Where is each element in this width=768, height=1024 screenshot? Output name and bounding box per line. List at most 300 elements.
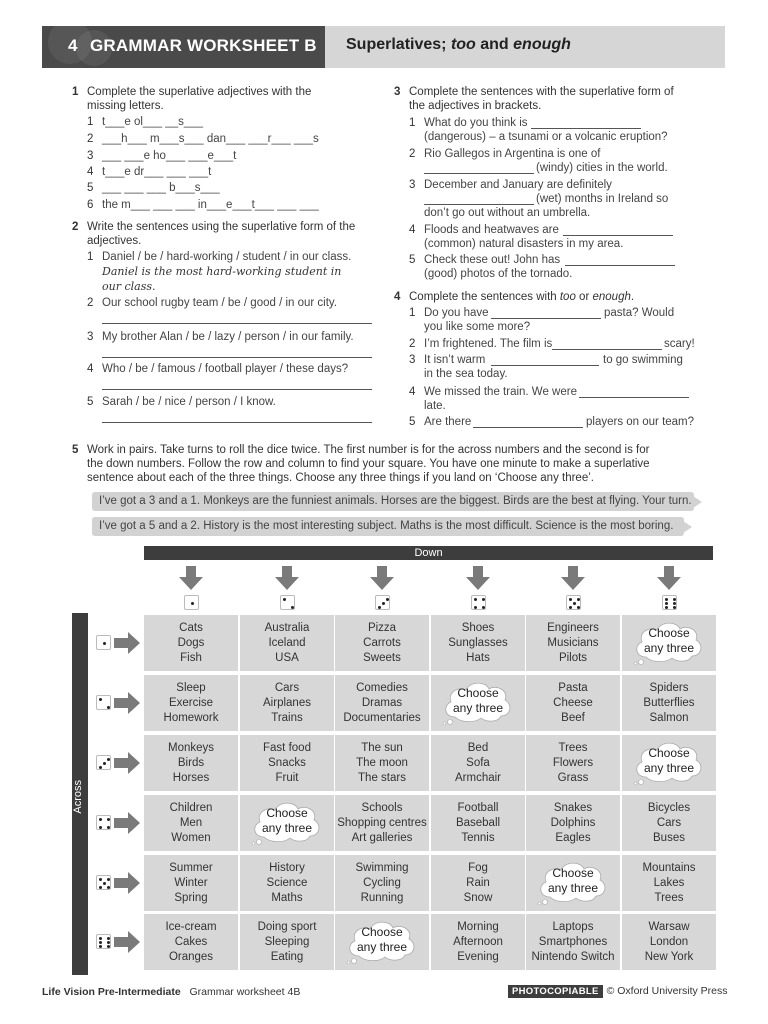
down-arrow-icon bbox=[657, 566, 681, 590]
instruction-line: missing letters. bbox=[87, 100, 164, 112]
dice-pip bbox=[283, 598, 286, 601]
item-number: 5 bbox=[87, 396, 94, 408]
grid-cell bbox=[144, 795, 238, 851]
cell-word: Summer bbox=[169, 862, 213, 874]
list-item bbox=[87, 132, 367, 147]
choose-word: any three bbox=[643, 761, 695, 775]
cell-word: Exercise bbox=[168, 697, 214, 709]
dice-pip bbox=[291, 606, 294, 609]
answer-line bbox=[473, 427, 583, 428]
grid-cell bbox=[622, 675, 716, 731]
cell-word: Grass bbox=[557, 772, 589, 784]
cell-word: Science bbox=[266, 877, 308, 889]
grid-cell bbox=[431, 914, 525, 970]
item-number: 6 bbox=[87, 199, 94, 211]
choose-label bbox=[246, 806, 328, 836]
dice-pip bbox=[99, 698, 102, 701]
choose-word: Choose bbox=[648, 746, 690, 760]
cell-word: Men bbox=[179, 817, 203, 829]
answer-line bbox=[102, 422, 372, 423]
dice-pip bbox=[107, 945, 110, 948]
footer-book-info: Life Vision Pre-Intermediate Grammar worksheet 4B bbox=[42, 986, 301, 998]
instruction-line: Complete the superlative adjectives with the bbox=[87, 86, 312, 98]
dice-pip bbox=[103, 882, 106, 885]
answer-line bbox=[102, 357, 372, 358]
answer-line bbox=[424, 204, 534, 205]
sentence-text: What do you think is bbox=[424, 117, 528, 129]
cell-word: Maths bbox=[271, 892, 303, 904]
down-arrow-icon bbox=[275, 566, 299, 590]
grid-cell bbox=[622, 855, 716, 911]
cell-word: Flowers bbox=[552, 757, 594, 769]
dice-pip bbox=[386, 598, 389, 601]
cell-word: Snakes bbox=[553, 802, 593, 814]
dice-pip bbox=[673, 602, 676, 605]
cell-word: Mountains bbox=[642, 862, 696, 874]
worksheet-title: GRAMMAR WORKSHEET B bbox=[90, 36, 317, 55]
cell-word: Morning bbox=[457, 921, 499, 933]
prompt-text: Daniel / be / hard-working / student / in our class. bbox=[102, 251, 352, 263]
item-number: 4 bbox=[409, 386, 416, 398]
cell-word: Fog bbox=[468, 862, 488, 874]
dice-pip bbox=[107, 878, 110, 881]
cell-word: Evening bbox=[457, 951, 499, 963]
choose-word: Choose bbox=[361, 925, 403, 939]
grid-cell-choose-any-three bbox=[622, 615, 716, 671]
grid-cell bbox=[431, 855, 525, 911]
exercise-number: 5 bbox=[72, 444, 79, 456]
prompt-text: Our school rugby team / be / good / in our city. bbox=[102, 297, 338, 309]
cell-word: Baseball bbox=[455, 817, 501, 829]
dice-pip bbox=[673, 598, 676, 601]
sentence-text: (good) photos of the tornado. bbox=[424, 268, 573, 280]
cell-word: Trees bbox=[654, 892, 684, 904]
cell-word: Sweets bbox=[363, 652, 401, 664]
choose-word: any three bbox=[261, 821, 313, 835]
sentence-text: scary! bbox=[664, 338, 695, 350]
cell-word: Football bbox=[457, 802, 499, 814]
grid-cell bbox=[622, 795, 716, 851]
cell-word: Fish bbox=[180, 652, 202, 664]
sentence-text: pasta? Would bbox=[604, 307, 675, 319]
grid-cell bbox=[144, 914, 238, 970]
choose-word: any three bbox=[452, 701, 504, 715]
dice-pip bbox=[482, 606, 485, 609]
choose-word: Choose bbox=[648, 626, 690, 640]
cell-word: Women bbox=[171, 832, 211, 844]
list-item bbox=[87, 165, 367, 180]
item-number: 5 bbox=[409, 254, 416, 266]
cell-word: Pilots bbox=[558, 652, 588, 664]
exercise-4-instruction bbox=[394, 290, 714, 306]
item-number: 3 bbox=[409, 179, 416, 191]
instruction-line: Complete the sentences with the superlative form of bbox=[409, 86, 674, 98]
grid-cell bbox=[526, 735, 620, 791]
cell-word: Cats bbox=[179, 622, 203, 634]
dice-pip bbox=[474, 598, 477, 601]
dice-pip bbox=[577, 598, 580, 601]
grid-cell bbox=[526, 914, 620, 970]
grid-cell bbox=[335, 675, 429, 731]
across-dice-icon bbox=[96, 755, 111, 770]
gap-fill-text: ___ ___e ho___ ___e___t bbox=[102, 150, 237, 162]
cell-word: Lakes bbox=[653, 877, 685, 889]
list-item: 1 Daniel / be / hard-working / student / in our class. bbox=[87, 251, 352, 263]
dice-pip bbox=[673, 606, 676, 609]
grid-cell bbox=[144, 615, 238, 671]
item-number: 4 bbox=[409, 224, 416, 236]
sentence-text: you like some more? bbox=[424, 321, 531, 333]
exercise-5-instruction bbox=[72, 443, 722, 487]
right-arrow-icon bbox=[114, 931, 140, 953]
grid-cell bbox=[240, 914, 334, 970]
grid-cell bbox=[431, 795, 525, 851]
dice-pip bbox=[107, 941, 110, 944]
list-item bbox=[87, 198, 367, 213]
footer-copyright: PHOTOCOPIABLE © Oxford University Press bbox=[508, 985, 728, 998]
cell-word: Sunglasses bbox=[448, 637, 508, 649]
down-arrow-icon bbox=[370, 566, 394, 590]
unit-number: 4 bbox=[68, 36, 78, 55]
cell-word: New York bbox=[644, 951, 694, 963]
grid-cell bbox=[431, 735, 525, 791]
grid-cell bbox=[335, 615, 429, 671]
dice-pip bbox=[573, 602, 576, 605]
sentence-text: December and January are definitely bbox=[424, 179, 612, 191]
cell-word: Bicycles bbox=[647, 802, 691, 814]
choose-word: Choose bbox=[552, 866, 594, 880]
cell-word: Schools bbox=[361, 802, 403, 814]
dice-pip bbox=[99, 945, 102, 948]
grid-cell bbox=[144, 675, 238, 731]
item-number: 4 bbox=[87, 363, 94, 375]
cell-word: Fruit bbox=[275, 772, 299, 784]
cell-word: Dogs bbox=[177, 637, 205, 649]
down-bar: Down bbox=[144, 546, 713, 560]
item-number: 5 bbox=[87, 182, 94, 194]
answer-line bbox=[102, 323, 372, 324]
cell-word: Pasta bbox=[558, 682, 588, 694]
sentence-text: Floods and heatwaves are bbox=[424, 224, 559, 236]
item-number: 5 bbox=[409, 416, 416, 428]
cell-word: Trains bbox=[271, 712, 303, 724]
cell-word: Cheese bbox=[553, 697, 593, 709]
answer-line bbox=[424, 173, 534, 174]
dice-pip bbox=[665, 598, 668, 601]
cell-word: Airplanes bbox=[263, 697, 311, 709]
dice-pip bbox=[482, 598, 485, 601]
grid-cell-choose-any-three bbox=[526, 855, 620, 911]
across-dice-icon bbox=[96, 815, 111, 830]
cell-word: Laptops bbox=[552, 921, 594, 933]
grid-cell bbox=[526, 675, 620, 731]
cell-word: Comedies bbox=[356, 682, 408, 694]
cell-word: Snow bbox=[463, 892, 493, 904]
instruction-line: adjectives. bbox=[87, 235, 142, 247]
exercise-number: 4 bbox=[394, 291, 401, 303]
choose-word: Choose bbox=[457, 686, 499, 700]
cell-word: Shopping centres bbox=[337, 817, 427, 829]
gap-fill-text: ___h___ m___s___ dan___ ___r___ ___s bbox=[102, 133, 319, 145]
grid-cell bbox=[144, 735, 238, 791]
cell-word: Monkeys bbox=[167, 742, 215, 754]
grid-cell-choose-any-three bbox=[622, 735, 716, 791]
right-arrow-icon bbox=[114, 632, 140, 654]
cell-word: Dramas bbox=[361, 697, 403, 709]
grid-cell-choose-any-three bbox=[431, 675, 525, 731]
dice-pip bbox=[474, 606, 477, 609]
cell-word: Nintendo Switch bbox=[531, 951, 615, 963]
dice-pip bbox=[99, 941, 102, 944]
grid-cell bbox=[526, 615, 620, 671]
cell-word: Sleep bbox=[176, 682, 206, 694]
gap-fill-text: t___e dr___ ___ ___t bbox=[102, 166, 212, 178]
down-dice-icon bbox=[375, 595, 390, 610]
cell-word: Rain bbox=[466, 877, 490, 889]
cell-word: Beef bbox=[561, 712, 585, 724]
grid-cell-choose-any-three bbox=[335, 914, 429, 970]
prompt-text: Sarah / be / nice / person / I know. bbox=[102, 396, 276, 408]
item-number: 2 bbox=[409, 148, 416, 160]
cell-word: Musicians bbox=[547, 637, 599, 649]
across-label: Across bbox=[72, 780, 84, 814]
sentence-text: It isn’t warm bbox=[424, 354, 486, 366]
cell-word: The moon bbox=[356, 757, 408, 769]
down-dice-icon bbox=[184, 595, 199, 610]
cell-word: Fast food bbox=[263, 742, 311, 754]
instruction-line: the down numbers. Follow the row and column to find your square. You have one minute to make a superlative bbox=[87, 458, 650, 470]
instruction-line: sentence about each of the three things. Choose any three things if you land on ‘Choose any three’. bbox=[87, 472, 594, 484]
across-dice-icon bbox=[96, 875, 111, 890]
dice-pip bbox=[107, 758, 110, 761]
down-arrow-icon bbox=[466, 566, 490, 590]
dice-pip bbox=[107, 818, 110, 821]
prompt-text: Who / be / famous / football player / these days? bbox=[102, 363, 349, 375]
sentence-text: Are there bbox=[424, 416, 472, 428]
down-dice-icon bbox=[280, 595, 295, 610]
choose-label bbox=[437, 686, 519, 716]
cell-word: Hats bbox=[466, 652, 490, 664]
cell-word: Winter bbox=[174, 877, 208, 889]
cell-word: History bbox=[269, 862, 305, 874]
sentence-text: Do you have bbox=[424, 307, 489, 319]
grid-cell bbox=[144, 855, 238, 911]
choose-label bbox=[341, 925, 423, 955]
item-number: 3 bbox=[87, 331, 94, 343]
sentence-text: We missed the train. We were bbox=[424, 386, 577, 398]
cell-word: Salmon bbox=[649, 712, 689, 724]
cell-word: Sofa bbox=[466, 757, 490, 769]
cell-word: Pizza bbox=[367, 622, 397, 634]
example-speech-bubble: I’ve got a 5 and a 2. History is the most interesting subject. Maths is the most difficult. Science is the most boring. bbox=[92, 517, 684, 536]
instruction-line: Work in pairs. Take turns to roll the dice twice. The first number is for the across numbers and the second is for bbox=[87, 444, 650, 456]
cell-word: Trees bbox=[558, 742, 588, 754]
cell-word: Bed bbox=[467, 742, 489, 754]
sentence-text: (common) natural disasters in my area. bbox=[424, 238, 624, 250]
cell-word: Children bbox=[169, 802, 213, 814]
dice-pip bbox=[103, 762, 106, 765]
answer-line bbox=[565, 265, 675, 266]
cell-word: Homework bbox=[163, 712, 219, 724]
dice-pip bbox=[569, 606, 572, 609]
cell-word: Cakes bbox=[174, 936, 208, 948]
cell-word: Dolphins bbox=[550, 817, 596, 829]
item-number: 1 bbox=[87, 116, 94, 128]
grid-cell bbox=[240, 675, 334, 731]
list-item bbox=[87, 149, 367, 164]
cell-word: Oranges bbox=[168, 951, 214, 963]
sentence-text: players on our team? bbox=[586, 416, 695, 428]
choose-label bbox=[628, 626, 710, 656]
answer-line bbox=[491, 365, 599, 366]
cell-word: Shoes bbox=[461, 622, 495, 634]
grid-cell bbox=[240, 855, 334, 911]
gap-fill-text: the m___ ___ ___ in___e___t___ ___ ___ bbox=[102, 199, 319, 211]
sentence-text: in the sea today. bbox=[424, 368, 508, 380]
cell-word: Running bbox=[360, 892, 404, 904]
list-item bbox=[87, 330, 377, 345]
gap-fill-text: ___ ___ ___ b___s___ bbox=[102, 182, 220, 194]
dice-pip bbox=[382, 602, 385, 605]
right-arrow-icon bbox=[114, 752, 140, 774]
exercise-1-instruction bbox=[72, 85, 372, 115]
exercise-number: 3 bbox=[394, 86, 401, 98]
right-arrow-icon bbox=[114, 872, 140, 894]
choose-label bbox=[532, 866, 614, 896]
cell-word: Snacks bbox=[268, 757, 306, 769]
cell-word: The sun bbox=[361, 742, 403, 754]
dice-pip bbox=[577, 606, 580, 609]
cell-word: Documentaries bbox=[343, 712, 421, 724]
cell-word: Australia bbox=[264, 622, 310, 634]
sentence-text: to go swimming bbox=[603, 354, 683, 366]
cell-word: Sleeping bbox=[264, 936, 310, 948]
cell-word: Ice-cream bbox=[165, 921, 217, 933]
cell-word: Spiders bbox=[649, 682, 689, 694]
choose-word: any three bbox=[356, 940, 408, 954]
choose-word: any three bbox=[643, 641, 695, 655]
instruction-line: Complete the sentences with too or enough. bbox=[409, 291, 635, 303]
grid-cell bbox=[335, 855, 429, 911]
exercise-2-instruction bbox=[72, 220, 382, 250]
example-answer: Daniel is the most hard-working student in bbox=[102, 265, 342, 278]
cell-word: Art galleries bbox=[351, 832, 413, 844]
cell-word: Doing sport bbox=[257, 921, 317, 933]
sentence-text: (windy) cities in the world. bbox=[536, 162, 668, 174]
cell-word: Swimming bbox=[355, 862, 409, 874]
answer-line bbox=[102, 389, 372, 390]
answer-line bbox=[579, 397, 689, 398]
dice-pip bbox=[378, 606, 381, 609]
choose-word: any three bbox=[547, 881, 599, 895]
dice-pip bbox=[191, 602, 194, 605]
list-item bbox=[409, 178, 709, 193]
photocopiable-badge: PHOTOCOPIABLE bbox=[508, 985, 603, 998]
grid-cell bbox=[526, 795, 620, 851]
dice-pip bbox=[99, 886, 102, 889]
cell-word: Butterflies bbox=[643, 697, 695, 709]
down-arrow-icon bbox=[179, 566, 203, 590]
dice-pip bbox=[103, 642, 106, 645]
cell-word: Eating bbox=[270, 951, 304, 963]
cell-word: Smartphones bbox=[538, 936, 608, 948]
cell-word: Engineers bbox=[547, 622, 599, 634]
across-dice-icon bbox=[96, 695, 111, 710]
cell-word: Cars bbox=[274, 682, 300, 694]
grid-cell bbox=[240, 735, 334, 791]
cell-word: Cycling bbox=[363, 877, 401, 889]
list-item bbox=[87, 395, 377, 410]
item-number: 2 bbox=[409, 338, 416, 350]
cell-word: Armchair bbox=[454, 772, 501, 784]
sentence-text: Check these out! John has bbox=[424, 254, 561, 266]
across-dice-icon bbox=[96, 635, 111, 650]
exercise-number: 1 bbox=[72, 86, 79, 98]
cell-word: The stars bbox=[358, 772, 406, 784]
sentence-text: Rio Gallegos in Argentina is one of bbox=[424, 148, 601, 160]
grid-cell-choose-any-three bbox=[240, 795, 334, 851]
across-dice-icon bbox=[96, 934, 111, 949]
choose-word: Choose bbox=[266, 806, 308, 820]
dice-pip bbox=[107, 937, 110, 940]
item-number: 2 bbox=[87, 297, 94, 309]
cell-word: USA bbox=[275, 652, 299, 664]
instruction-line: the adjectives in brackets. bbox=[409, 100, 542, 112]
cell-word: Carrots bbox=[363, 637, 401, 649]
cell-word: Warsaw bbox=[648, 921, 690, 933]
exercise-number: 2 bbox=[72, 221, 79, 233]
example-answer: our class. bbox=[102, 280, 156, 293]
cell-word: Spring bbox=[174, 892, 208, 904]
down-arrow-icon bbox=[561, 566, 585, 590]
grid-cell bbox=[335, 795, 429, 851]
dice-pip bbox=[107, 706, 110, 709]
worksheet-header bbox=[42, 26, 725, 68]
item-number: 4 bbox=[87, 166, 94, 178]
worksheet-subtitle: Superlatives; too and enough bbox=[346, 36, 571, 53]
dice-pip bbox=[99, 818, 102, 821]
list-item bbox=[87, 296, 377, 311]
item-number: 1 bbox=[409, 117, 416, 129]
choose-label bbox=[628, 746, 710, 776]
list-item bbox=[87, 362, 377, 377]
dice-pip bbox=[99, 766, 102, 769]
dice-pip bbox=[107, 826, 110, 829]
cell-word: Tennis bbox=[461, 832, 495, 844]
right-arrow-icon bbox=[114, 692, 140, 714]
cell-word: Buses bbox=[653, 832, 685, 844]
down-dice-icon bbox=[662, 595, 677, 610]
dice-pip bbox=[569, 598, 572, 601]
grid-cell bbox=[335, 735, 429, 791]
item-number: 2 bbox=[87, 133, 94, 145]
dice-pip bbox=[665, 606, 668, 609]
grid-cell bbox=[240, 615, 334, 671]
cell-word: Birds bbox=[177, 757, 205, 769]
list-item bbox=[87, 181, 367, 196]
item-number: 3 bbox=[87, 150, 94, 162]
cell-word: Iceland bbox=[268, 637, 306, 649]
list-item bbox=[87, 115, 367, 130]
answer-line bbox=[531, 128, 641, 129]
sentence-text: don’t go out without an umbrella. bbox=[424, 207, 591, 219]
dice-pip bbox=[99, 937, 102, 940]
exercise-3-instruction bbox=[394, 85, 714, 115]
down-dice-icon bbox=[566, 595, 581, 610]
gap-fill-text: t___e ol___ __s___ bbox=[102, 116, 204, 128]
example-speech-bubble: I’ve got a 3 and a 1. Monkeys are the funniest animals. Horses are the biggest. Birds are the best at flying. Your turn. bbox=[92, 492, 694, 511]
cell-word: Eagles bbox=[555, 832, 591, 844]
